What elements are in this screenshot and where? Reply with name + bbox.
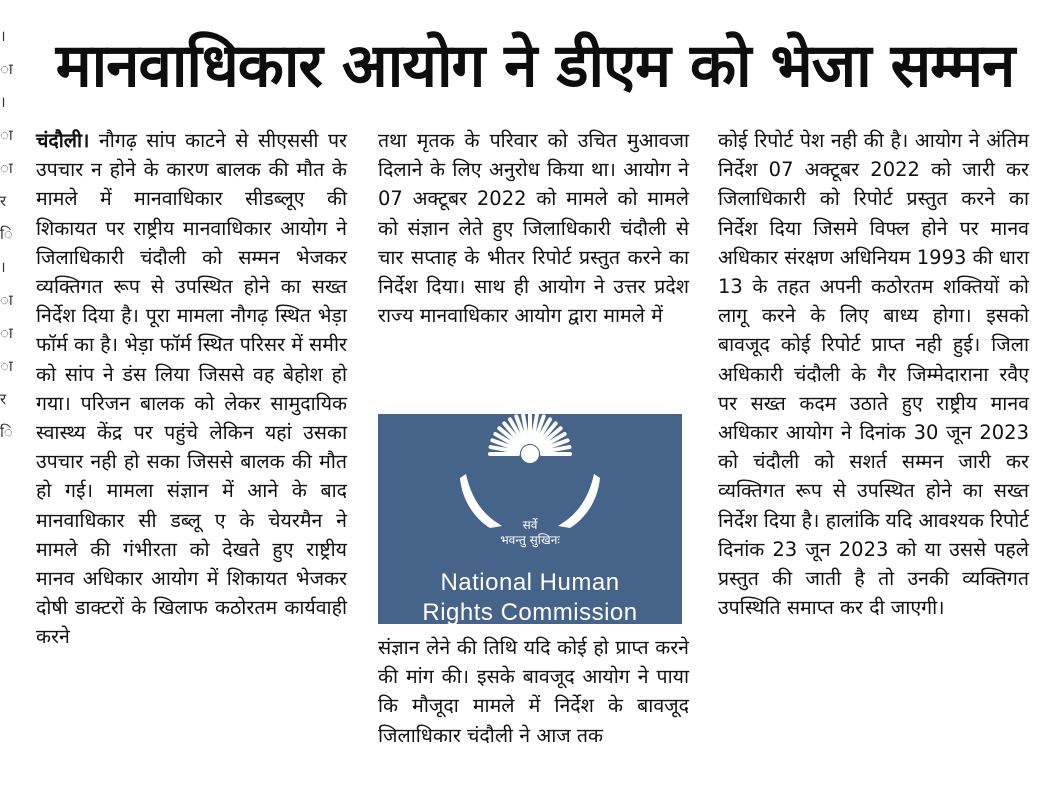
caption-line-1: National Human <box>440 569 620 596</box>
column-2-top-text: तथा मृतक के परिवार को उचित मुआवजा दिलाने के लिए अनुरोध किया था। आयोग ने 07 अक्टूबर 2022 को मामले को मामले को संज्ञान लेते हुए जिलाधिकारी चंदौली से चार सप्ताह के भीतर रिपोर्ट प्रस्तुत करने का निर्देश दिया। साथ ही आयोग ने उत्तर प्रदेश राज्य मानवाधिकार आयोग द्वारा मामले में <box>378 129 689 328</box>
sun-center <box>521 445 539 463</box>
sun-rays-icon <box>490 414 570 463</box>
nhrc-photo <box>378 414 682 624</box>
article-column-3 <box>718 126 1029 798</box>
motto-line-1: सर्वे <box>522 518 538 532</box>
column-3-text: कोई रिपोर्ट पेश नही की है। आयोग ने अंतिम निर्देश 07 अक्टूबर 2022 को जारी कर जिलाधिकारी को रिपोर्ट प्रस्तुत करने का निर्देश दिया जिसमे विफ्ल होने पर मानव अधिकार संरक्षण अधिनियम 1993 की धारा 13 के तहत अपनी कठोरतम शक्तियों को लागू करने के लिए बाध्य होगा। इसको बावजूद कोई रिपोर्ट प्राप्त नही हुई। जिला अधिकारी चंदौली के गैर जिम्मेदाराना रवैए पर सख्त कदम उठाते हुए राष्ट्रीय मानव अधिकार आयोग ने दिनांक 30 जून 2023 को चंदौली को सशर्त सम्मन जारी कर व्यक्तिगत रूप से उपस्थित होने का सख्त निर्देश दिया है। हालांकि यदि आवश्यक रिपोर्ट दिनांक 23 जून 2023 को या उससे पहले प्रस्तुत की जाती है तो उनकी व्यक्तिगत उपस्थिति समाप्त कर दी जाएगी। <box>718 129 1029 620</box>
caption-line-2: Rights Commission <box>422 599 638 626</box>
article-column-2-bottom <box>378 633 689 798</box>
headline: मानवाधिकार आयोग ने डीएम को भेजा सम्मन <box>55 31 1015 101</box>
nhrc-caption <box>378 568 682 628</box>
motto-line-2: भवन्तु सुखिनः <box>500 533 560 547</box>
article-column-2-top <box>378 126 689 418</box>
column-1-text: नौगढ़ सांप काटने से सीएससी पर उपचार न होने के कारण बालक की मौत के मामले में मानवाधिकार सीडब्लूए की शिकायत पर राष्ट्रीय मानवाधिकार आयोग ने जिलाधिकारी चंदौली को सम्मन भेजकर व्यक्तिगत रूप से उपस्थित होने का सख्त निर्देश दिया है। पूरा मामला नौगढ़ स्थित भेड़ा फॉर्म का है। भेड़ा फॉर्म स्थित परिसर में समीर को सांप ने डंस लिया जिससे वह बेहोश हो गया। परिजन बालक को लेकर सामुदायिक स्वास्थ्य केंद्र पर पहुंचे लेकिन यहां उसका उपचार नही हो सका जिससे बालक की मौत हो गई। मामला संज्ञान में आने के बाद मानवाधिकार सी डब्लू ए के चेयरमैन ने मामले की गंभीरता को देखते हुए राष्ट्रीय मानव अधिकार आयोग में शिकायत भेजकर दोषी डाक्टरों के खिलाफ कठोरतम कार्यवाही करने <box>36 129 347 649</box>
dateline: चंदौली। <box>36 129 90 152</box>
article-column-1 <box>36 126 347 798</box>
adjacent-column-fragment: । ा । ा ा र ि । ा ा ा र ि <box>0 27 13 441</box>
column-2-bottom-text: संज्ञान लेने की तिथि यदि कोई हो प्राप्त करने की मांग की। इसके बावजूद आयोग ने पाया कि मौजूदा मामले में निर्देश के बावजूद जिलाधिकार चंदौली ने आज तक <box>378 636 689 747</box>
article-paragraph <box>36 126 347 652</box>
